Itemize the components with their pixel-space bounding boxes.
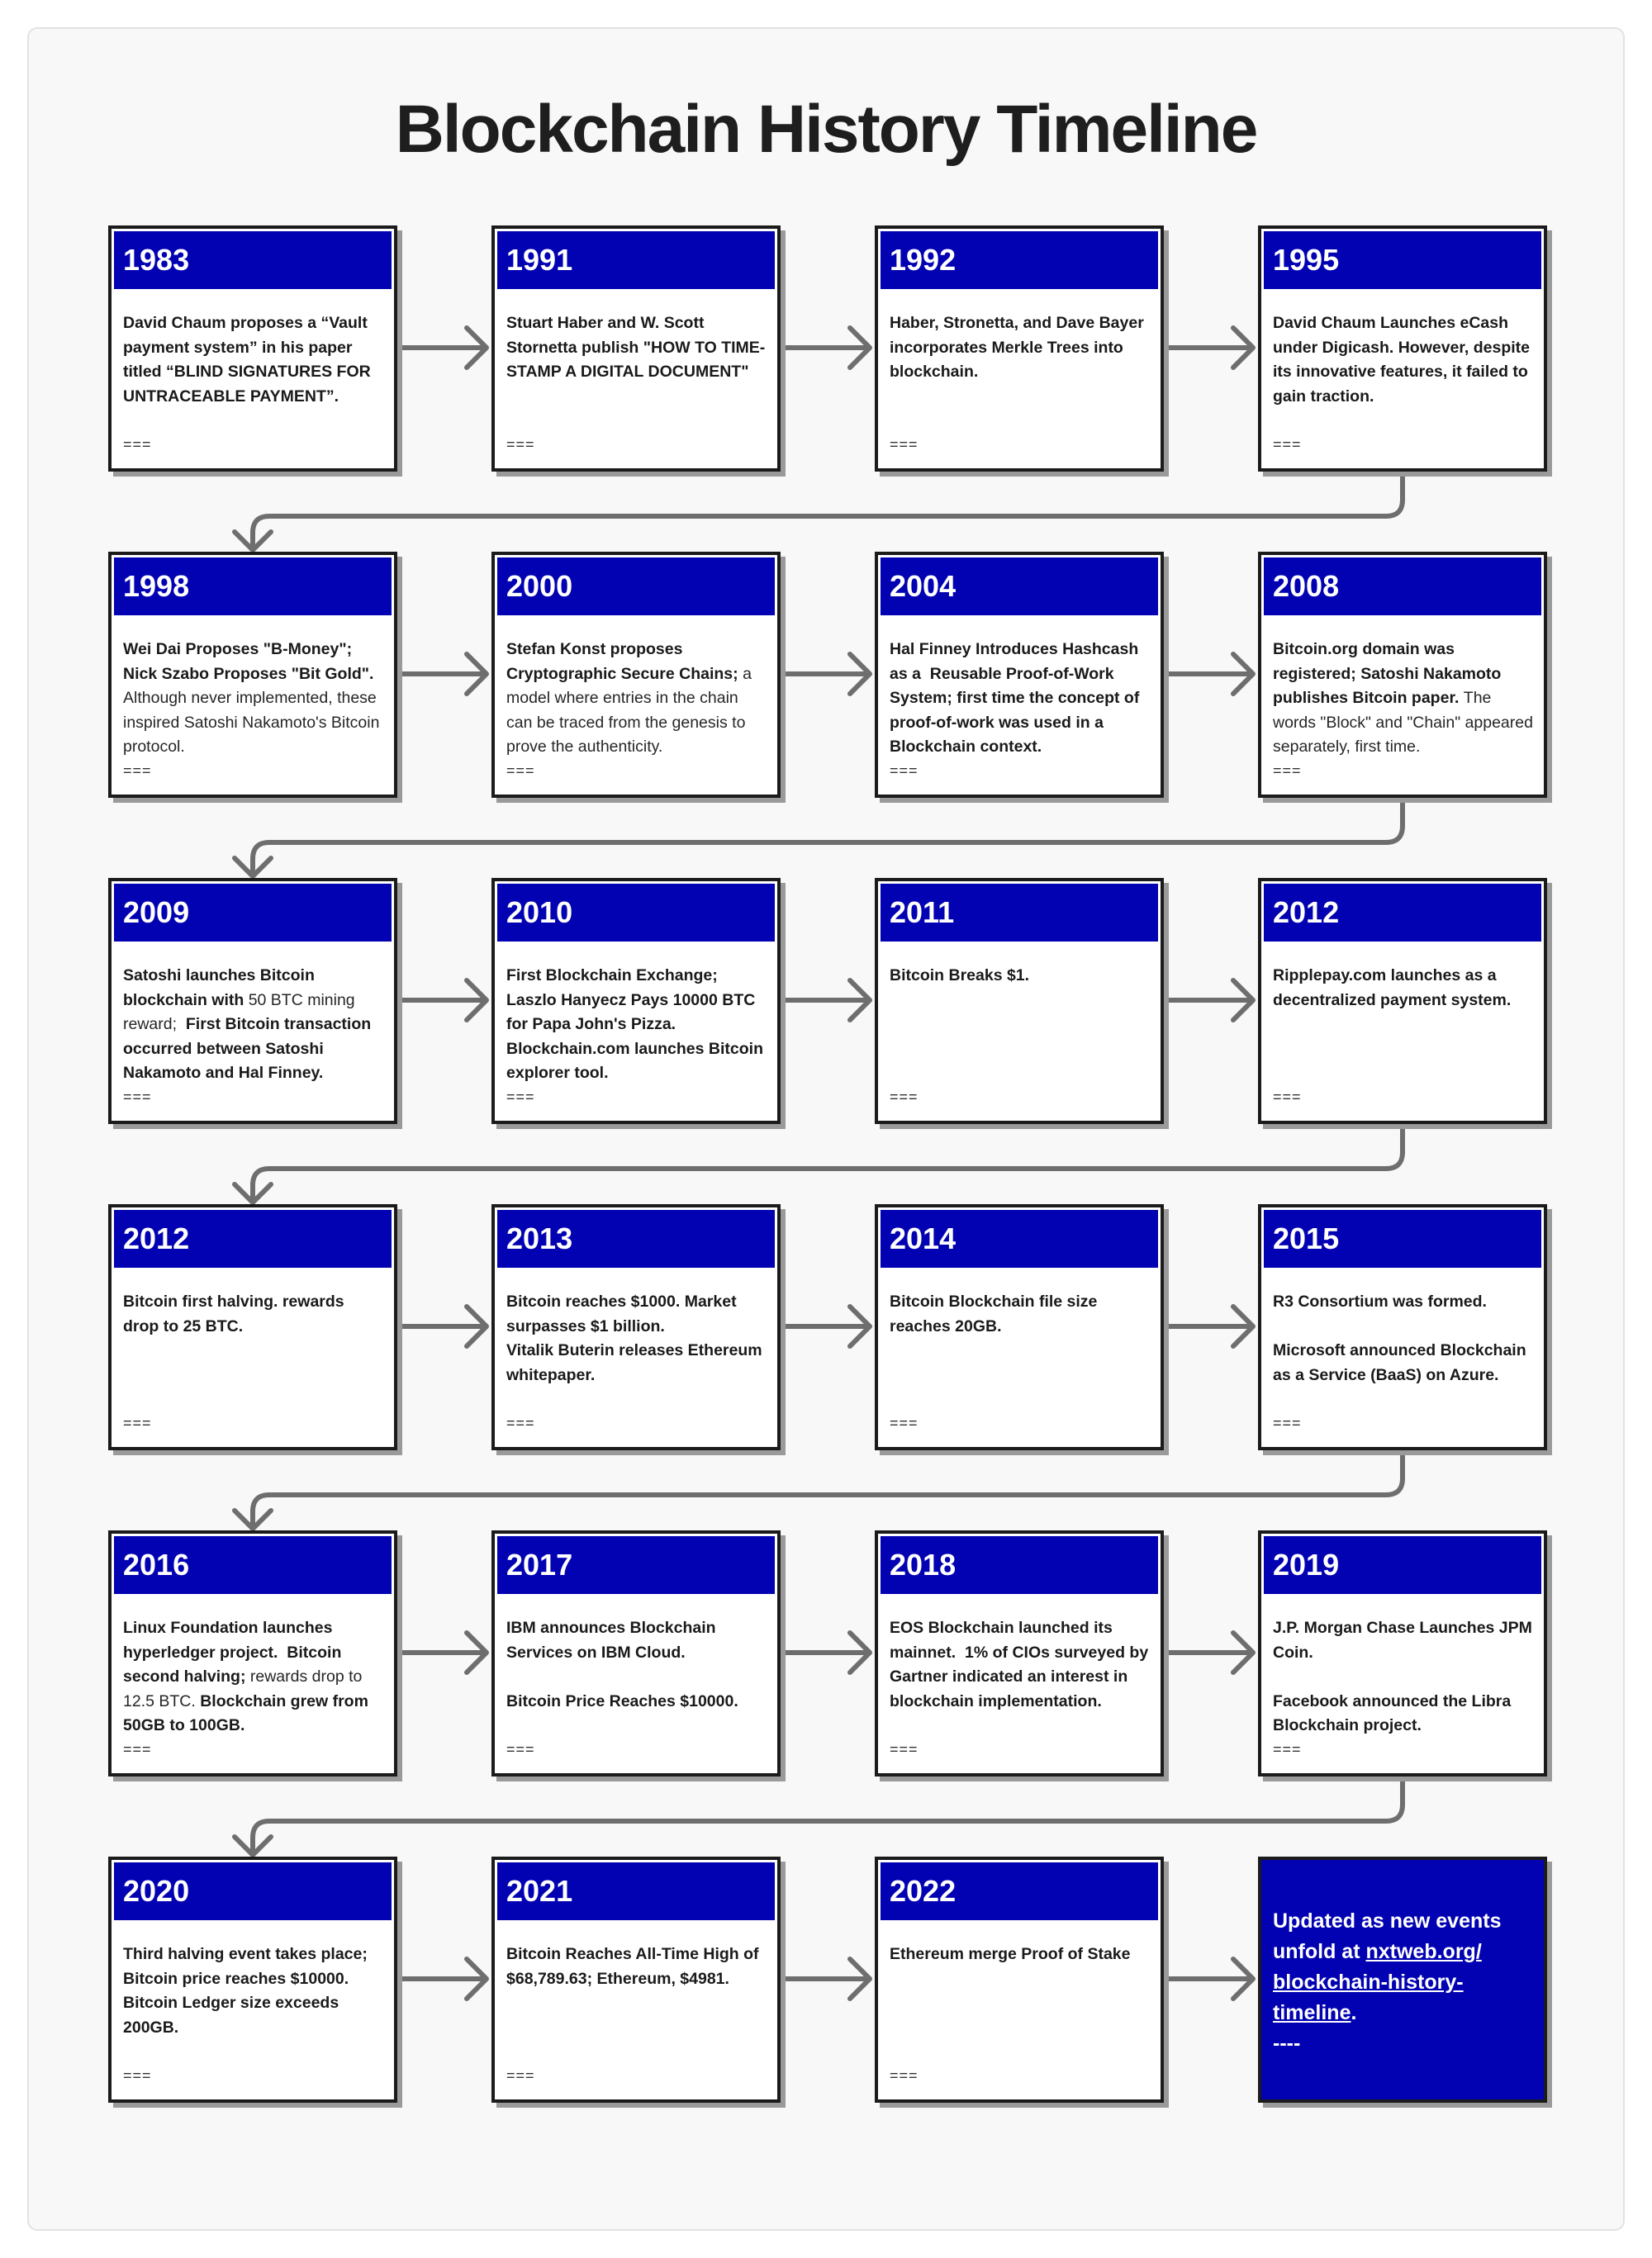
event-description — [1273, 311, 1534, 409]
event-year: 2010 — [497, 884, 775, 942]
arrow-right-icon — [397, 328, 487, 368]
arrow-wrap-down-icon — [235, 473, 1403, 550]
timeline-link[interactable]: nxtweb.org/​blockchain-history-​timeline — [1273, 1940, 1482, 2024]
event-year: 2004 — [881, 557, 1158, 615]
event-card — [1258, 1530, 1547, 1777]
event-separator: === — [123, 2067, 152, 2084]
event-card — [1258, 552, 1547, 798]
event-card — [491, 1204, 781, 1450]
event-text-segment: Bitcoin Reaches All-Time High of $68,789.63; Ethereum, $4981. — [506, 1945, 763, 1988]
event-year: 2019 — [1264, 1536, 1541, 1594]
event-separator: === — [1273, 762, 1302, 779]
event-text-segment: rewards drop to 12.5 BTC. — [123, 1667, 367, 1710]
event-description — [123, 1943, 384, 2040]
arrow-right-icon — [397, 1959, 487, 1999]
event-description — [1273, 1616, 1534, 1739]
event-text-segment: Bitcoin Breaks $1. — [890, 966, 1030, 984]
event-separator: === — [506, 1415, 535, 1431]
arrow-right-icon — [1164, 1633, 1253, 1672]
event-description — [123, 1616, 384, 1739]
event-card — [108, 1204, 397, 1450]
event-text-segment: EOS Blockchain launched its mainnet. 1% of CIOs surveyed by Gartner indicated an interest in blockchain implementation. — [890, 1619, 1153, 1710]
event-card — [491, 552, 781, 798]
event-card — [108, 225, 397, 472]
event-text-segment: Ethereum merge Proof of Stake — [890, 1945, 1131, 1963]
event-year: 1995 — [1264, 231, 1541, 289]
event-description — [506, 1616, 767, 1714]
event-description — [506, 964, 767, 1086]
event-separator: === — [506, 1741, 535, 1758]
event-text-segment: First Blockchain Exchange; Laszlo Hanyecz Pays 10000 BTC for Papa John's Pizza. Blockchain.com launches Bitcoin explorer tool. — [506, 966, 768, 1082]
event-separator: === — [890, 436, 919, 453]
event-separator: === — [890, 1089, 919, 1105]
event-separator: === — [123, 762, 152, 779]
event-text-segment: Bitcoin.org domain was registered; Satoshi Nakamoto publishes Bitcoin paper. — [1273, 640, 1506, 707]
arrow-right-icon — [1164, 1959, 1253, 1999]
arrow-right-icon — [397, 980, 487, 1020]
event-description — [890, 311, 1151, 385]
event-year: 2012 — [1264, 884, 1541, 942]
event-separator: === — [1273, 1415, 1302, 1431]
event-text-segment: Third halving event takes place; Bitcoin price reaches $10000. Bitcoin Ledger size exceeds 200GB. — [123, 1945, 373, 2037]
event-card — [875, 1204, 1164, 1450]
event-text-segment: Although never implemented, these inspired Satoshi Nakamoto's Bitcoin protocol. — [123, 689, 384, 756]
event-separator: === — [123, 1415, 152, 1431]
event-description — [123, 964, 384, 1086]
event-year: 2011 — [881, 884, 1158, 942]
event-text-segment: Satoshi launches Bitcoin blockchain with — [123, 966, 320, 1009]
event-text-segment: Stefan Konst proposes Cryptographic Secure Chains; — [506, 640, 743, 683]
event-text-segment: Blockchain grew from 50GB to 100GB. — [123, 1691, 373, 1734]
event-text-segment: Stuart Haber and W. Scott Stornetta publish "HOW TO TIME-STAMP A DIGITAL DOCUMENT" — [506, 314, 766, 381]
update-note-card — [1258, 1857, 1547, 2103]
event-text-segment: Bitcoin reaches $1000. Market surpasses $1 billion. Vitalik Buterin releases Ethereum whitepaper. — [506, 1293, 762, 1384]
event-text-segment: Hal Finney Introduces Hashcash as a Reusable Proof-of-Work System; first time the concept of proof-of-work was used in a Blockchain context. — [890, 640, 1144, 756]
event-text-segment: Wei Dai Proposes "B-Money"; Nick Szabo Proposes "Bit Gold". — [123, 640, 378, 683]
arrow-right-icon — [1164, 1307, 1253, 1346]
event-year: 2000 — [497, 557, 775, 615]
event-description — [506, 1290, 767, 1388]
event-text-segment: a model where entries in the chain can be traced from the genesis to prove the authenticity. — [506, 664, 757, 756]
arrow-right-icon — [781, 654, 870, 694]
event-description — [506, 311, 767, 385]
event-card — [1258, 1204, 1547, 1450]
event-card — [875, 1857, 1164, 2103]
event-separator: === — [1273, 436, 1302, 453]
event-year: 2017 — [497, 1536, 775, 1594]
event-description — [890, 1943, 1151, 1967]
event-card — [108, 1530, 397, 1777]
event-text-segment: Linux Foundation launches hyperledger project. Bitcoin second halving; — [123, 1619, 346, 1686]
event-separator: === — [890, 1741, 919, 1758]
event-year: 2012 — [114, 1210, 392, 1268]
event-text-segment: Ripplepay.com launches as a decentralized payment system. — [1273, 966, 1512, 1009]
arrow-right-icon — [781, 1633, 870, 1672]
arrow-right-icon — [1164, 328, 1253, 368]
arrow-wrap-down-icon — [235, 799, 1403, 876]
arrow-wrap-down-icon — [235, 1452, 1403, 1529]
event-text-segment: David Chaum proposes a “Vault payment system” in his paper titled “BLIND SIGNATURES FOR UNTRACEABLE PAYMENT”. — [123, 314, 376, 406]
event-description — [890, 1290, 1151, 1339]
event-text-segment: J.P. Morgan Chase Launches JPM Coin. Facebook announced the Libra Blockchain project. — [1273, 1619, 1532, 1734]
event-year: 2022 — [881, 1862, 1158, 1920]
event-description — [890, 964, 1151, 989]
event-card — [491, 1530, 781, 1777]
event-text-segment: IBM announces Blockchain Services on IBM Cloud. Bitcoin Price Reaches $10000. — [506, 1619, 738, 1710]
event-separator: === — [1273, 1089, 1302, 1105]
event-description — [890, 1616, 1151, 1714]
event-separator: === — [890, 2067, 919, 2084]
event-separator: === — [890, 762, 919, 779]
arrow-right-icon — [1164, 654, 1253, 694]
update-note-dashes: ---- — [1273, 2032, 1301, 2055]
arrow-right-icon — [781, 980, 870, 1020]
event-text-segment: R3 Consortium was formed. Microsoft announced Blockchain as a Service (BaaS) on Azure. — [1273, 1293, 1526, 1384]
event-year: 2009 — [114, 884, 392, 942]
event-card — [491, 1857, 781, 2103]
event-separator: === — [123, 436, 152, 453]
event-card — [875, 225, 1164, 472]
event-year: 2020 — [114, 1862, 392, 1920]
event-separator: === — [506, 1089, 535, 1105]
event-description — [1273, 964, 1534, 1013]
event-text-segment: David Chaum Launches eCash under Digicash. However, despite its innovative features, it failed to gain traction. — [1273, 314, 1535, 406]
update-note-text: Updated as new events unfold at — [1273, 1909, 1502, 1963]
event-year: 2021 — [497, 1862, 775, 1920]
event-description — [506, 1943, 767, 1991]
event-year: 1991 — [497, 231, 775, 289]
arrow-right-icon — [397, 654, 487, 694]
event-text-segment: Bitcoin first halving. rewards drop to 25 BTC. — [123, 1293, 349, 1335]
arrow-right-icon — [397, 1307, 487, 1346]
event-text-segment: 50 BTC mining reward; — [123, 990, 360, 1033]
event-card — [875, 878, 1164, 1124]
event-year: 2008 — [1264, 557, 1541, 615]
event-description — [123, 638, 384, 760]
event-year: 2014 — [881, 1210, 1158, 1268]
event-text-segment: The words "Block" and "Chain" appeared separately, first time. — [1273, 689, 1538, 756]
arrow-wrap-down-icon — [235, 1126, 1403, 1203]
update-note — [1273, 1906, 1534, 2059]
event-description — [1273, 1290, 1534, 1388]
event-separator: === — [506, 436, 535, 453]
event-description — [506, 638, 767, 760]
event-separator: === — [123, 1741, 152, 1758]
event-card — [1258, 225, 1547, 472]
event-year: 1992 — [881, 231, 1158, 289]
event-year: 1983 — [114, 231, 392, 289]
event-card — [108, 1857, 397, 2103]
event-card — [1258, 878, 1547, 1124]
event-description — [123, 311, 384, 409]
event-card — [491, 878, 781, 1124]
event-year: 2013 — [497, 1210, 775, 1268]
event-text-segment: Haber, Stronetta, and Dave Bayer incorporates Merkle Trees into blockchain. — [890, 314, 1149, 381]
event-card — [108, 552, 397, 798]
page-title: Blockchain History Timeline — [395, 92, 1257, 167]
event-year: 2015 — [1264, 1210, 1541, 1268]
arrow-right-icon — [1164, 980, 1253, 1020]
event-text-segment: Bitcoin Blockchain file size reaches 20GB. — [890, 1293, 1102, 1335]
event-year: 1998 — [114, 557, 392, 615]
event-text-segment: First Bitcoin transaction occurred between Satoshi Nakamoto and Hal Finney. — [123, 1015, 376, 1082]
update-note-period: . — [1351, 2001, 1357, 2024]
event-description — [890, 638, 1151, 760]
event-separator: === — [890, 1415, 919, 1431]
event-separator: === — [123, 1089, 152, 1105]
event-separator: === — [506, 762, 535, 779]
event-description — [123, 1290, 384, 1339]
arrow-right-icon — [781, 1307, 870, 1346]
event-card — [108, 878, 397, 1124]
event-card — [491, 225, 781, 472]
event-card — [875, 1530, 1164, 1777]
arrow-right-icon — [781, 328, 870, 368]
event-separator: === — [1273, 1741, 1302, 1758]
event-card — [875, 552, 1164, 798]
event-description — [1273, 638, 1538, 760]
event-separator: === — [506, 2067, 535, 2084]
arrow-wrap-down-icon — [235, 1778, 1403, 1855]
arrow-right-icon — [781, 1959, 870, 1999]
arrow-right-icon — [397, 1633, 487, 1672]
event-year: 2016 — [114, 1536, 392, 1594]
event-year: 2018 — [881, 1536, 1158, 1594]
